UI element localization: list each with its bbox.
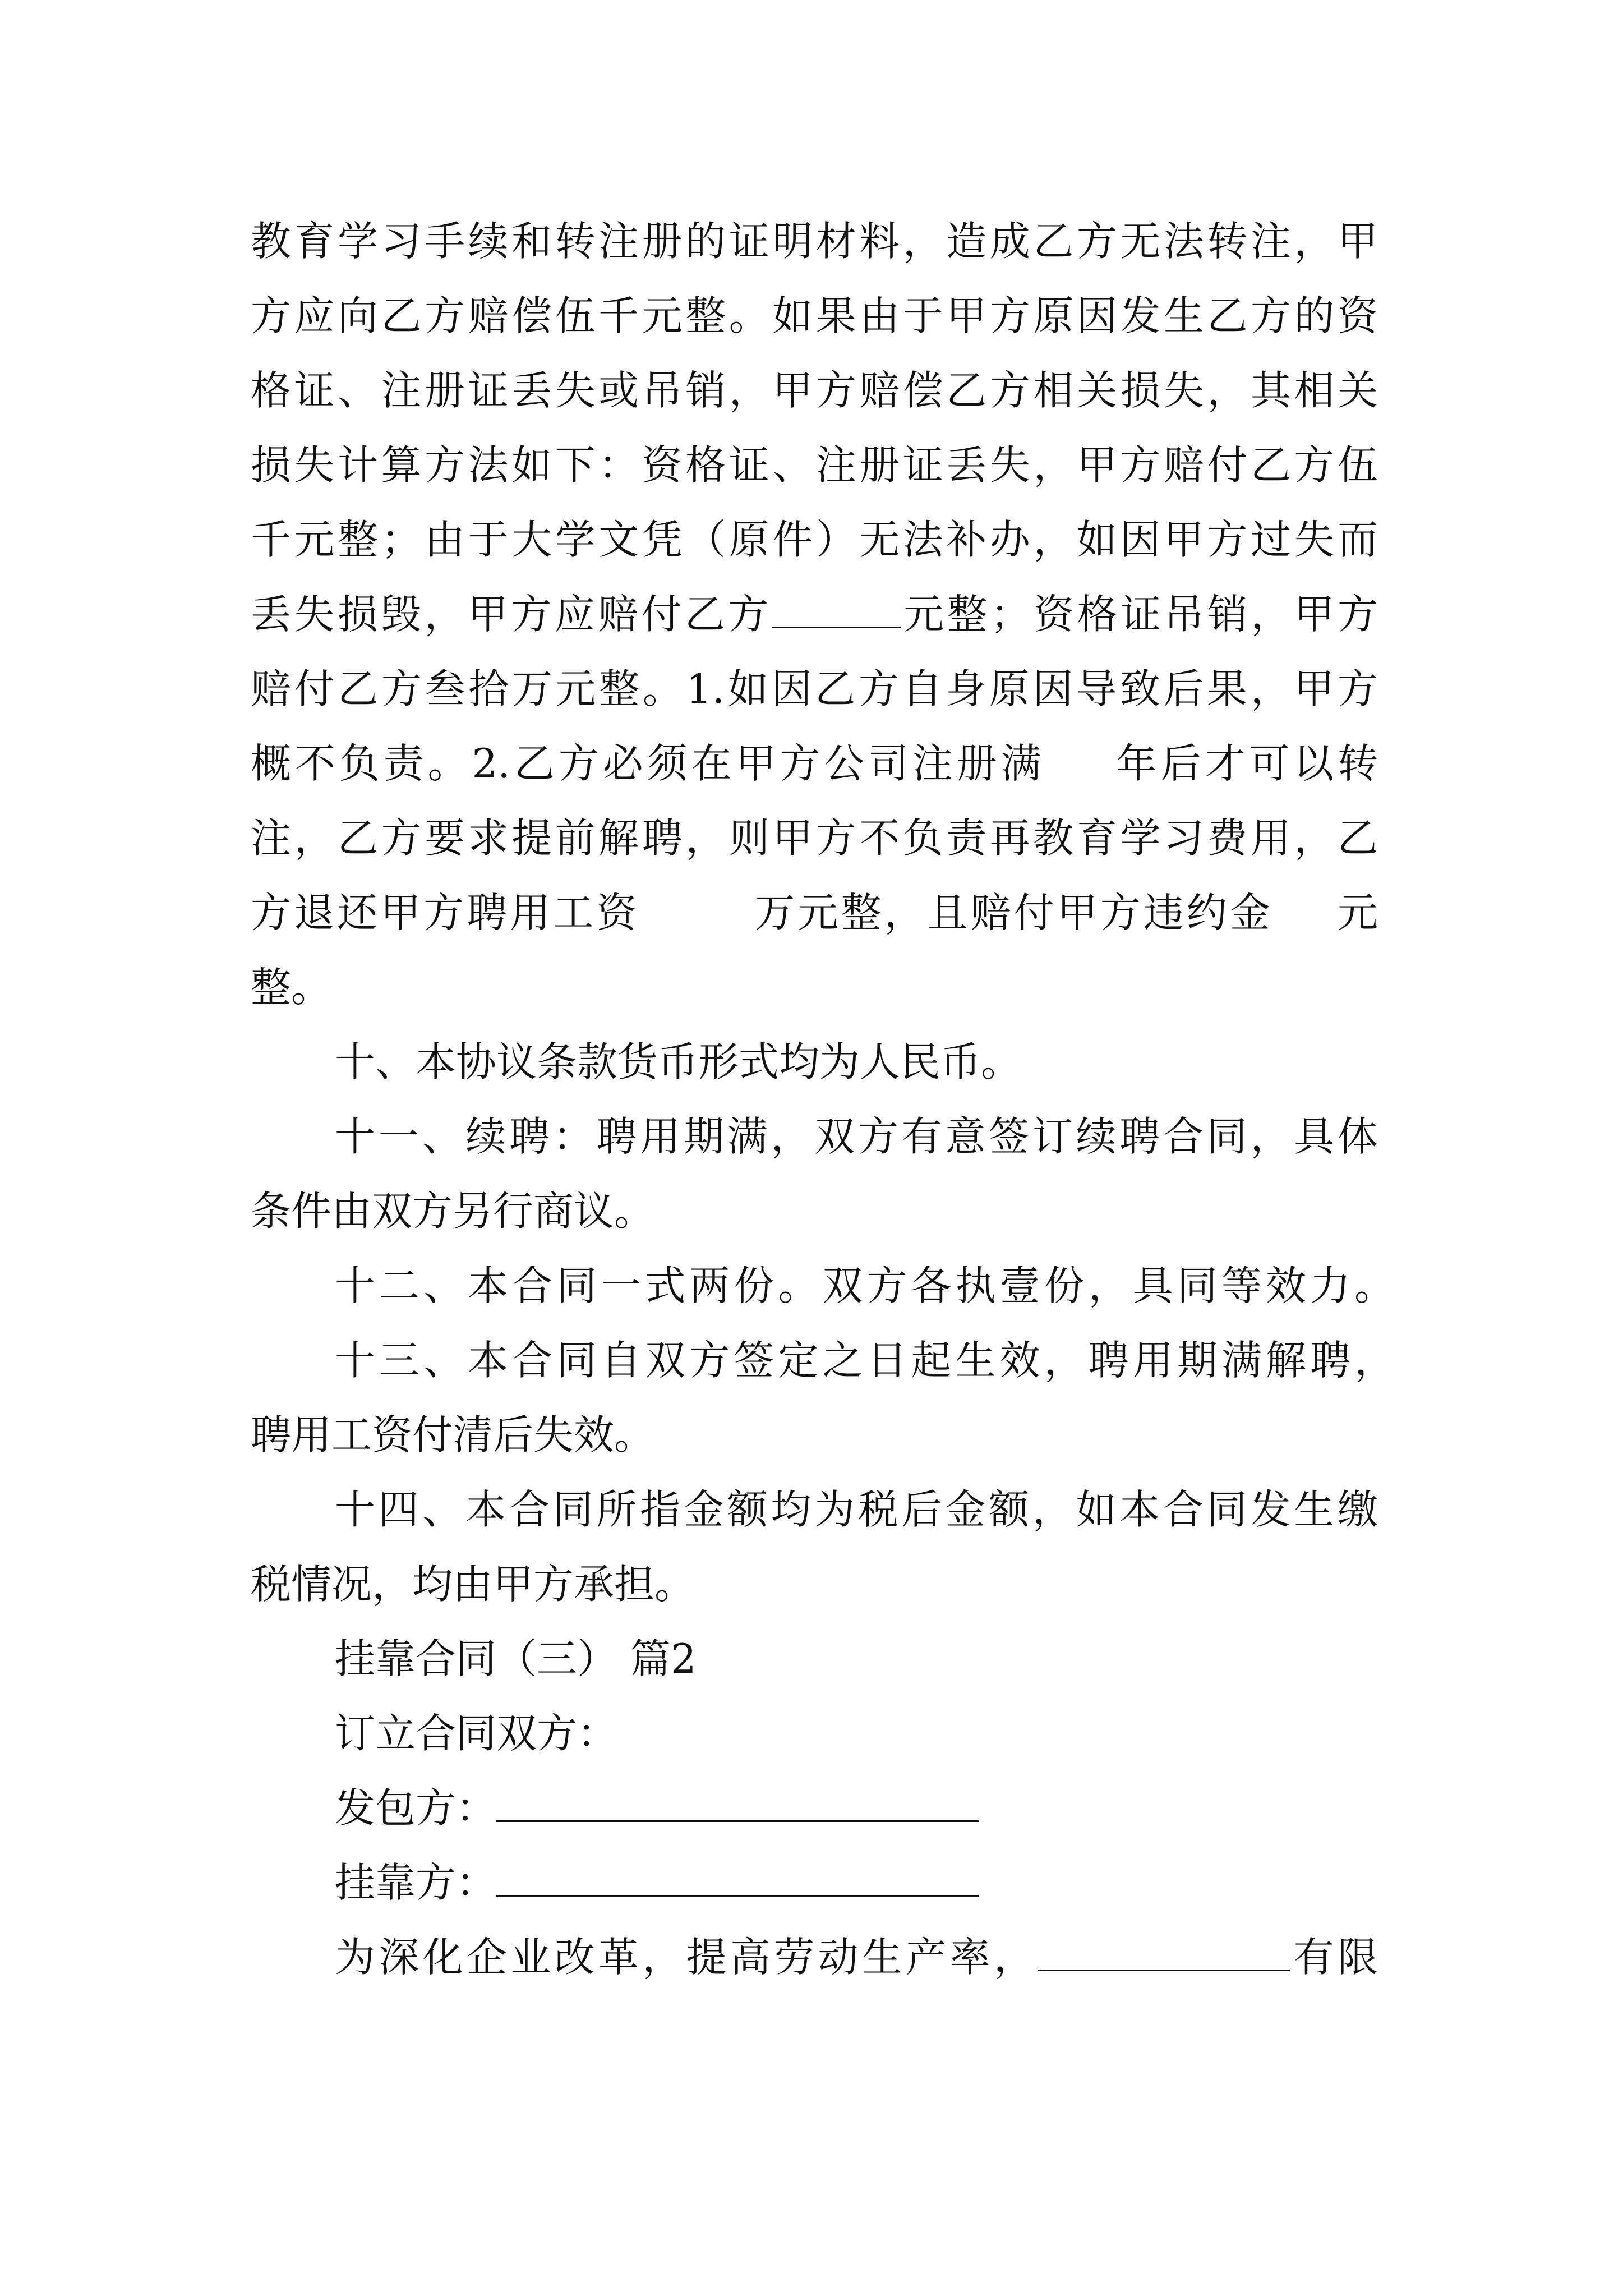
party-a-blank: [496, 1788, 979, 1822]
clause-13-line: 聘用工资付清后失效。: [251, 1411, 655, 1458]
paragraph-line: 教育学习手续和转注册的证明材料，造成乙方无法转注，甲: [251, 218, 1378, 265]
paragraph-line: 损失计算方法如下：资格证、注册证丢失，甲方赔付乙方伍: [251, 441, 1378, 489]
text-segment: 元: [1334, 889, 1378, 936]
clause-14-line: 十四、本合同所指金额均为税后金额，如本合同发生缴: [335, 1486, 1378, 1533]
text-segment: 概不负责。2.乙方必须在甲方公司注册满: [251, 740, 1045, 787]
clause-11-line: 条件由双方另行商议。: [251, 1188, 655, 1235]
paragraph-line: 赔付乙方叁拾万元整。1.如因乙方自身原因导致后果，甲方: [251, 665, 1378, 712]
clause-11-line: 十一、续聘：聘用期满，双方有意签订续聘合同，具体: [335, 1113, 1378, 1160]
clause-13-line: 十三、本合同自双方签定之日起生效，聘用期满解聘，: [335, 1337, 1395, 1384]
party-a-label: 发包方：: [335, 1784, 497, 1832]
parties-heading: 订立合同双方：: [335, 1710, 618, 1757]
party-b-blank: [496, 1862, 979, 1897]
text-segment: 元整；资格证吊销，甲方: [900, 591, 1378, 638]
text-segment: 有限: [1290, 1934, 1378, 1981]
paragraph-line: 千元整；由于大学文凭（原件）无法补办，如因甲方过失而: [251, 516, 1378, 563]
fill-in-blank: [772, 594, 901, 628]
clause-10: 十、本协议条款货币形式均为人民币。: [335, 1038, 1022, 1085]
paragraph-line-with-blank: [251, 586, 1378, 642]
section-title: 挂靠合同（三） 篇2: [335, 1635, 697, 1682]
paragraph-line-with-gap: [251, 735, 1378, 792]
paragraph-line-with-gaps: [251, 885, 1378, 941]
text-segment: 方退还甲方聘用工资: [251, 889, 640, 936]
text-segment: 为深化企业改革，提高劳动生产率，: [335, 1934, 1038, 1981]
text-segment: 年后才可以转: [1112, 740, 1378, 787]
clause-14-line: 税情况，均由甲方承担。: [251, 1561, 695, 1608]
party-a-row: [335, 1780, 1378, 1836]
party-b-label: 挂靠方：: [335, 1859, 497, 1906]
paragraph-line-with-blank: [335, 1929, 1378, 1985]
paragraph-line: 整。: [251, 964, 332, 1011]
clause-12: 十二、本合同一式两份。双方各执壹份，具同等效力。: [335, 1262, 1395, 1309]
text-segment: 万元整，且赔付甲方违约金: [751, 889, 1273, 936]
paragraph-line: 方应向乙方赔偿伍千元整。如果由于甲方原因发生乙方的资: [251, 292, 1378, 339]
company-name-blank: [1038, 1937, 1290, 1971]
paragraph-line: 格证、注册证丢失或吊销，甲方赔偿乙方相关损失，其相关: [251, 367, 1378, 414]
party-b-row: [335, 1855, 1378, 1911]
text-segment: 丢失损毁，甲方应赔付乙方: [251, 591, 772, 638]
paragraph-line: 注，乙方要求提前解聘，则甲方不负责再教育学习费用，乙: [251, 815, 1378, 862]
